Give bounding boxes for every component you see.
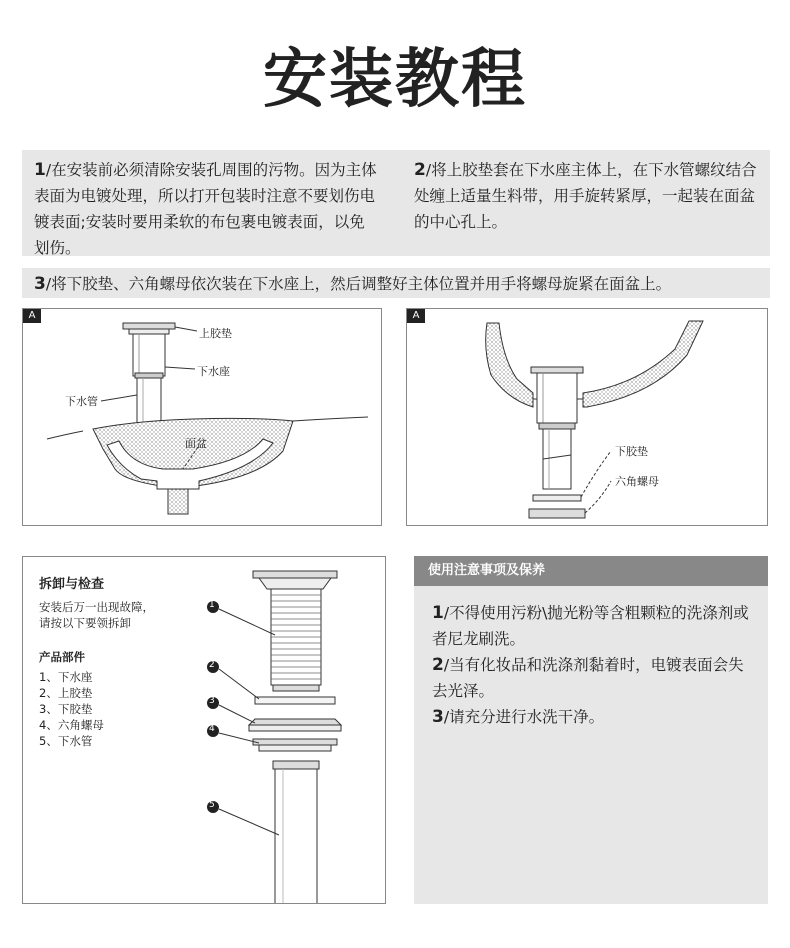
diagram-tag: A (407, 309, 425, 323)
step-1-number: 1 (34, 160, 46, 180)
care-item-3-text: /请充分进行水洗干净。 (443, 708, 605, 726)
step-2-text: /将上胶垫套在下水座主体上，在下水管螺纹结合处缠上适量生料带，用手旋转紧厚，一起装在面盆的中心孔上。 (414, 161, 757, 231)
part-item: 1、下水座 (39, 670, 93, 684)
drain-install-illustration (23, 309, 382, 526)
page-title: 安装教程 (263, 43, 527, 117)
callout-3: 3 (209, 696, 215, 706)
diagram-tag: A (23, 309, 41, 323)
care-list (432, 600, 752, 730)
step-1-text: /在安装前必须清除安装孔周围的污物。因为主体表面为电镀处理，所以打开包装时注意不要划伤电镀表面;安装时要用柔软的布包裹电镀表面，以免划伤。 (34, 161, 377, 257)
part-item: 3、下胶垫 (39, 702, 93, 716)
step-2 (414, 157, 760, 235)
label-basin: 面盆 (185, 437, 207, 450)
step-1 (34, 157, 380, 261)
care-heading: 使用注意事项及保养 (414, 556, 768, 586)
care-item-2-number: 2 (432, 655, 444, 675)
disassembly-heading: 拆卸与检查 (39, 577, 105, 592)
nut-install-illustration (407, 309, 768, 526)
callout-2: 2 (209, 660, 215, 670)
part-item: 5、下水管 (39, 734, 93, 748)
care-item-3 (432, 704, 752, 730)
disassembly-intro (39, 599, 154, 631)
part-item: 4、六角螺母 (39, 718, 104, 732)
label-upper-gasket: 上胶垫 (199, 327, 232, 340)
callout-1: 1 (209, 600, 215, 610)
label-hex-nut: 六角螺母 (615, 475, 659, 488)
disassembly-intro-line2: 请按以下要领拆卸 (39, 616, 131, 630)
step-3-number: 3 (34, 274, 46, 294)
step-2-number: 2 (414, 160, 426, 180)
care-item-1-number: 1 (432, 603, 444, 623)
label-drain-pipe: 下水管 (65, 395, 98, 408)
parts-heading: 产品部件 (39, 650, 85, 664)
diagram-a-right (406, 308, 768, 526)
care-item-3-number: 3 (432, 707, 444, 727)
care-item-2 (432, 652, 752, 704)
disassembly-intro-line1: 安装后万一出现故障， (39, 600, 154, 614)
label-drain-seat: 下水座 (197, 365, 230, 378)
label-lower-gasket: 下胶垫 (615, 445, 648, 458)
care-item-2-text: /当有化妆品和洗涤剂黏着时，电镀表面会失去光泽。 (432, 656, 744, 700)
diagram-a-left (22, 308, 382, 526)
callout-4: 4 (209, 724, 215, 734)
part-item: 2、上胶垫 (39, 686, 93, 700)
callout-5: 5 (209, 800, 215, 810)
care-item-1-text: /不得使用污粉\抛光粉等含粗颗粒的洗涤剂或者尼龙刷洗。 (432, 604, 749, 648)
step-3-text: /将下胶垫、六角螺母依次装在下水座上，然后调整好主体位置并用手将螺母旋紧在面盆上。 (45, 275, 672, 293)
parts-list (39, 669, 104, 749)
care-item-1 (432, 600, 752, 652)
disassembly-panel (22, 556, 386, 904)
step-3 (34, 271, 764, 297)
